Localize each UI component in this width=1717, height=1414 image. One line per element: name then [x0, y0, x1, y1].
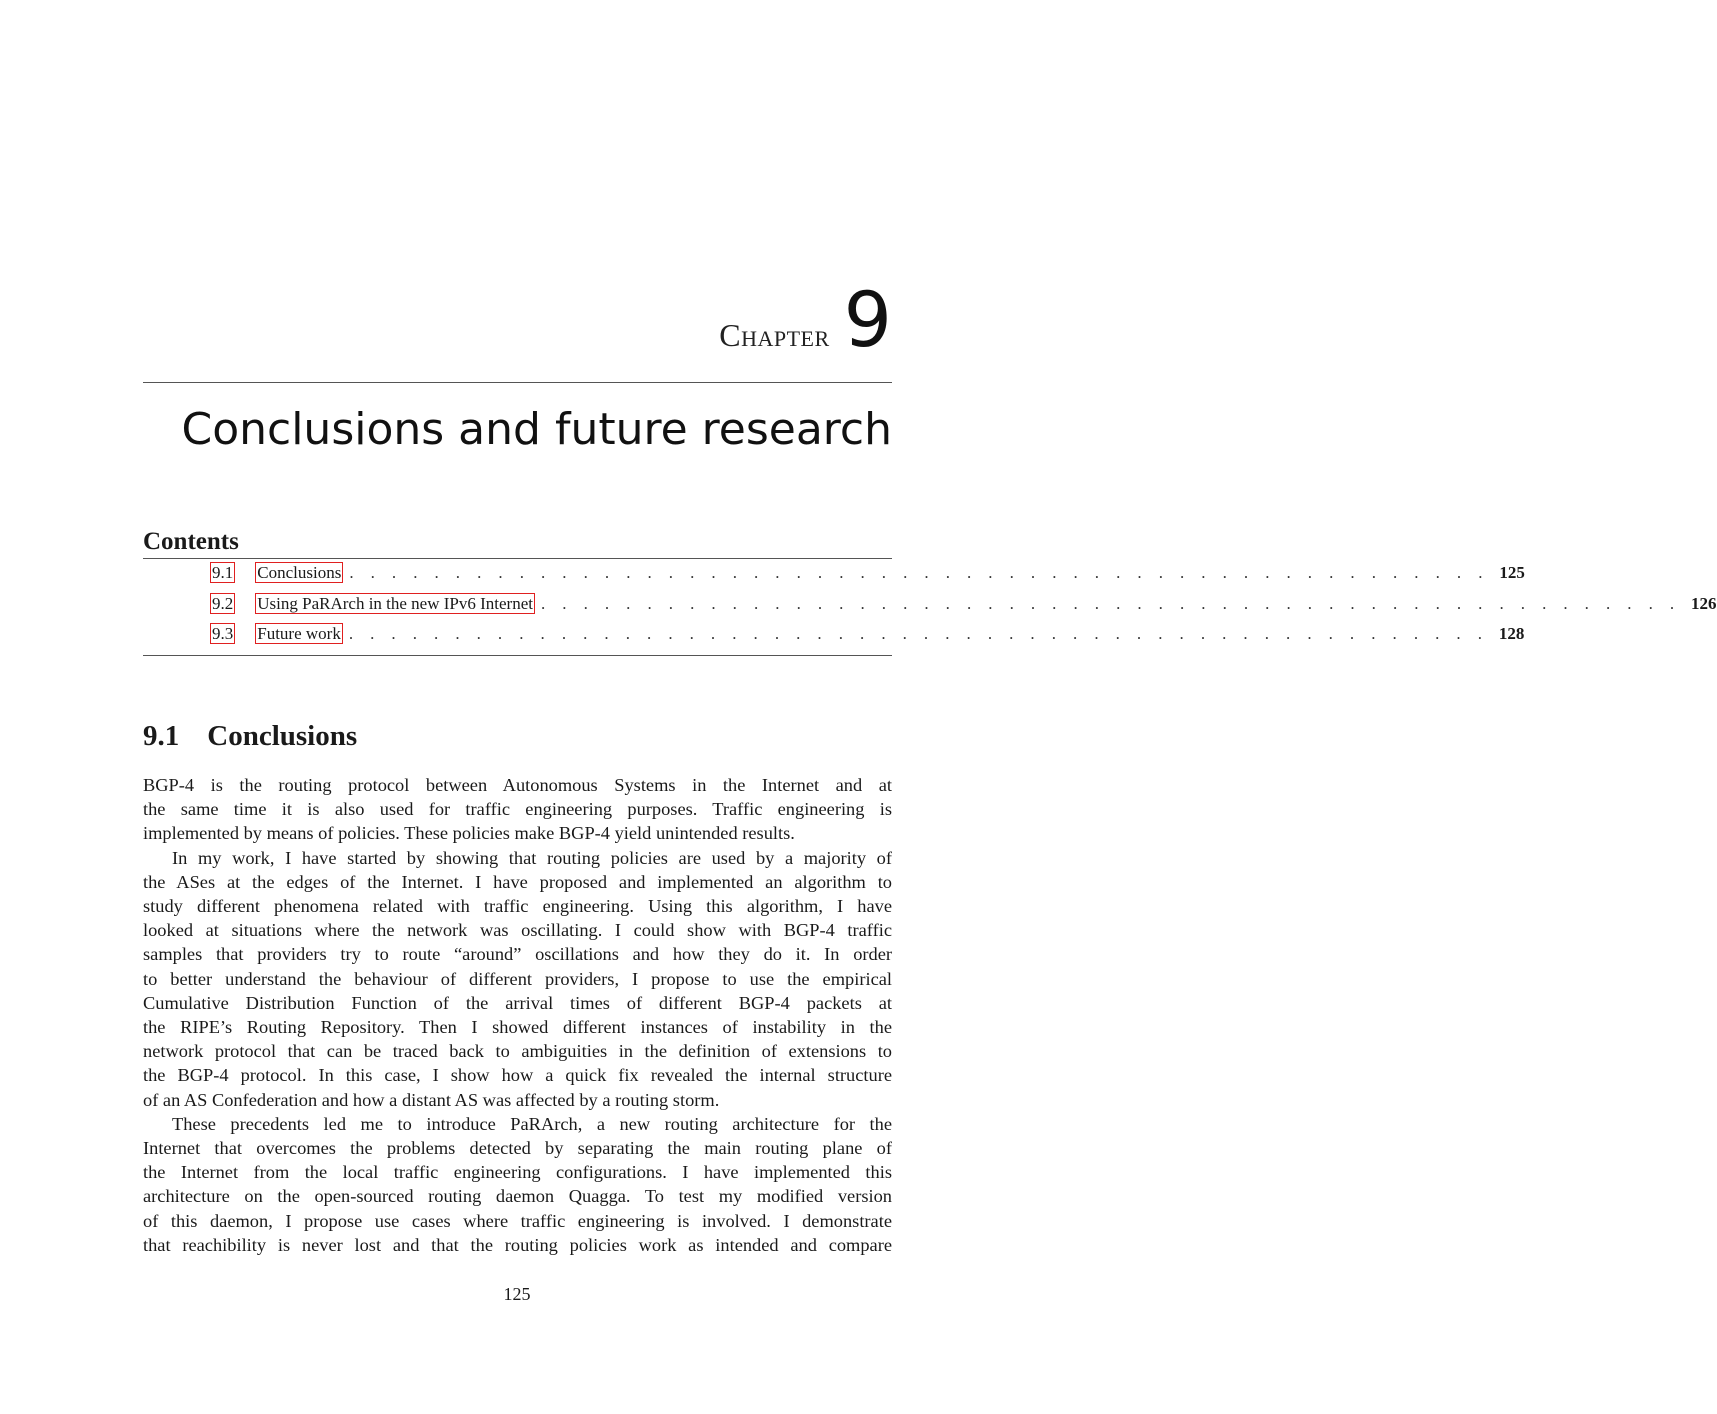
chapter-title: Conclusions and future research: [181, 404, 892, 455]
table-of-contents: [210, 562, 1717, 654]
toc-entry-page: 128: [1498, 624, 1525, 643]
toc-leader-dots: . . . . . . . . . . . . . . . . . . . . . . . . . . . . . . . . . . . . . . . . . . . . . . . . . . . . . .: [540, 593, 1681, 613]
body-line: looked at situations where the network was oscillating. I could show with BGP-4 traffic: [143, 920, 892, 941]
contents-rule-top: [143, 558, 892, 559]
toc-entry-page: 126: [1691, 593, 1717, 613]
body-line: architecture on the open-sourced routing daemon Quagga. To test my modified version: [143, 1186, 892, 1207]
body-line: Cumulative Distribution Function of the arrival times of different BGP-4 packets at: [143, 992, 892, 1013]
toc-link-conclusions[interactable]: [210, 562, 343, 583]
toc-link-pararch-ipv6[interactable]: [210, 593, 535, 614]
body-line: the RIPE’s Routing Repository. Then I showed different instances of instability in the: [143, 1017, 892, 1038]
toc-entry-title[interactable]: Future work: [257, 624, 341, 643]
chapter-label: [719, 275, 892, 364]
body-line: implemented by means of policies. These policies make BGP-4 yield unintended results.: [143, 823, 795, 844]
body-line: of this daemon, I propose use cases where traffic engineering is involved. I demonstrate: [143, 1210, 892, 1231]
body-line: that reachibility is never lost and that the routing policies work as intended and compare: [143, 1234, 892, 1255]
contents-heading: Contents: [143, 528, 239, 555]
chapter-word: Chapter: [719, 317, 830, 353]
toc-link-future-work[interactable]: [210, 623, 343, 644]
body-text: [143, 773, 892, 1257]
body-line: study different phenomena related with traffic engineering. Using this algorithm, I have: [143, 896, 892, 917]
toc-entry-title[interactable]: Using PaRArch in the new IPv6 Internet: [257, 593, 533, 613]
body-line: Internet that overcomes the problems detected by separating the main routing plane of: [143, 1138, 892, 1159]
body-line: of an AS Confederation and how a distant AS was affected by a routing storm.: [143, 1089, 720, 1110]
toc-entry-number[interactable]: 9.3: [212, 624, 234, 643]
body-line: the same time it is also used for traffic engineering purposes. Traffic engineering is: [143, 799, 892, 820]
body-line: the BGP-4 protocol. In this case, I show how a quick fix revealed the internal structure: [143, 1065, 892, 1086]
contents-rule-bottom: [143, 655, 892, 656]
section-number: 9.1: [143, 720, 180, 752]
body-line: network protocol that can be traced back to ambiguities in the definition of extensions to: [143, 1041, 892, 1062]
toc-entry-future-work: [210, 623, 1525, 654]
toc-leader-dots: . . . . . . . . . . . . . . . . . . . . . . . . . . . . . . . . . . . . . . . . . . . . . . . . . . . . . .: [348, 624, 1489, 643]
toc-entry-pararch-ipv6: [210, 593, 1717, 624]
body-line: samples that providers try to route “around” oscillations and how they do it. In order: [143, 944, 892, 965]
body-line: the Internet from the local traffic engineering configurations. I have implemented this: [143, 1162, 892, 1183]
body-line: to better understand the behaviour of different providers, I propose to use the empirical: [143, 968, 892, 989]
toc-entry-number[interactable]: 9.2: [212, 593, 234, 613]
section-heading: [143, 720, 357, 753]
page-number: 125: [503, 1284, 531, 1304]
toc-entry-page: 125: [1499, 563, 1525, 582]
body-line: the ASes at the edges of the Internet. I have proposed and implemented an algorithm to: [143, 871, 892, 892]
toc-entry-conclusions: [210, 562, 1525, 593]
section-title: Conclusions: [207, 720, 358, 752]
toc-entry-title[interactable]: Conclusions: [257, 563, 342, 582]
toc-entry-number[interactable]: 9.1: [212, 563, 234, 582]
body-line: BGP-4 is the routing protocol between Autonomous Systems in the Internet and at: [143, 775, 892, 795]
chapter-number: 9: [843, 275, 892, 364]
body-line: These precedents led me to introduce PaRArch, a new routing architecture for the: [172, 1113, 892, 1134]
body-line: In my work, I have started by showing that routing policies are used by a majority of: [172, 847, 892, 868]
toc-leader-dots: . . . . . . . . . . . . . . . . . . . . . . . . . . . . . . . . . . . . . . . . . . . . . . . . . . . . . .: [349, 563, 1489, 582]
chapter-rule: [143, 382, 892, 383]
